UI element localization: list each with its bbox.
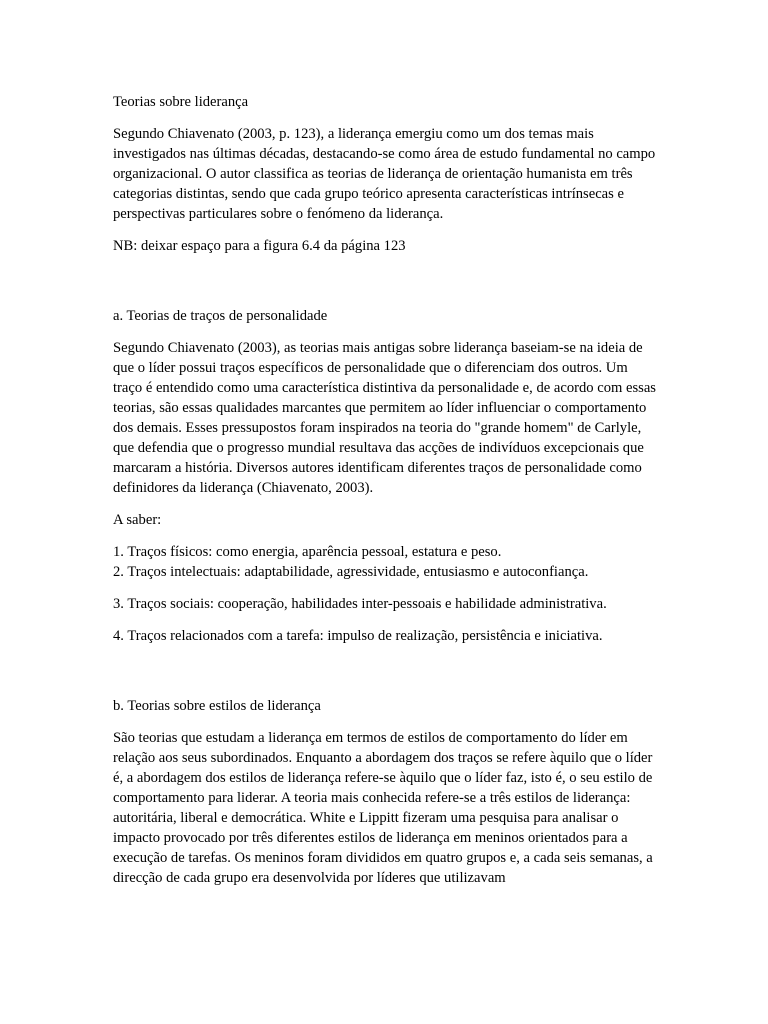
traits-list bbox=[113, 542, 658, 582]
list-item: 4. Traços relacionados com a tarefa: impulso de realização, persistência e iniciativa. bbox=[113, 628, 603, 644]
section-a-heading: a. Teorias de traços de personalidade bbox=[113, 308, 328, 324]
section-a-paragraph: Segundo Chiavenato (2003), as teorias mais antigas sobre liderança baseiam-se na ideia de que o líder possui traços específicos de personalidade que o diferenciam dos outros. Um traço é entendido como uma característica distintiva da personalidade e, de acordo com essas teorias, são essas qualidades marcantes que permitem ao líder influenciar o comportamento dos demais. Esses pressupostos foram inspirados na teoria do "grande homem" de Carlyle, que defendia que o progresso mundial resultava das acções de indivíduos excepcionais que marcaram a história. Diversos autores identificam diferentes traços de personalidade como definidores da liderança (Chiavenato, 2003). bbox=[113, 340, 656, 496]
document-page bbox=[113, 92, 658, 888]
figure-note: NB: deixar espaço para a figura 6.4 da página 123 bbox=[113, 238, 406, 254]
list-item: 3. Traços sociais: cooperação, habilidades inter-pessoais e habilidade administrativa. bbox=[113, 596, 607, 612]
document-title: Teorias sobre liderança bbox=[113, 94, 249, 110]
section-b-paragraph: São teorias que estudam a liderança em termos de estilos de comportamento do líder em relação aos seus subordinados. Enquanto a abordagem dos traços se refere àquilo que o líder é, a abordagem dos estilos de liderança refere-se àquilo que o líder faz, isto é, o seu estilo de comportamento para liderar. A teoria mais conhecida refere-se a três estilos de liderança: autoritária, liberal e democrática. White e Lippitt fizeram uma pesquisa para analisar o impacto provocado por três diferentes estilos de liderança em meninos orientados para a execução de tarefas. Os meninos foram divididos em quatro grupos e, a cada seis semanas, a direcção de cada grupo era desenvolvida por líderes que utilizavam bbox=[113, 730, 653, 886]
section-a-lead: A saber: bbox=[113, 512, 162, 528]
section-b-heading: b. Teorias sobre estilos de liderança bbox=[113, 698, 321, 714]
list-item: 2. Traços intelectuais: adaptabilidade, agressividade, entusiasmo e autoconfiança. bbox=[113, 564, 589, 580]
list-item: 1. Traços físicos: como energia, aparência pessoal, estatura e peso. bbox=[113, 544, 502, 560]
intro-paragraph: Segundo Chiavenato (2003, p. 123), a liderança emergiu como um dos temas mais investigados nas últimas décadas, destacando-se como área de estudo fundamental no campo organizacional. O autor classifica as teorias de liderança de orientação humanista em três categorias distintas, sendo que cada grupo teórico apresenta características intrínsecas e perspectivas particulares sobre o fenómeno da liderança. bbox=[113, 126, 656, 222]
